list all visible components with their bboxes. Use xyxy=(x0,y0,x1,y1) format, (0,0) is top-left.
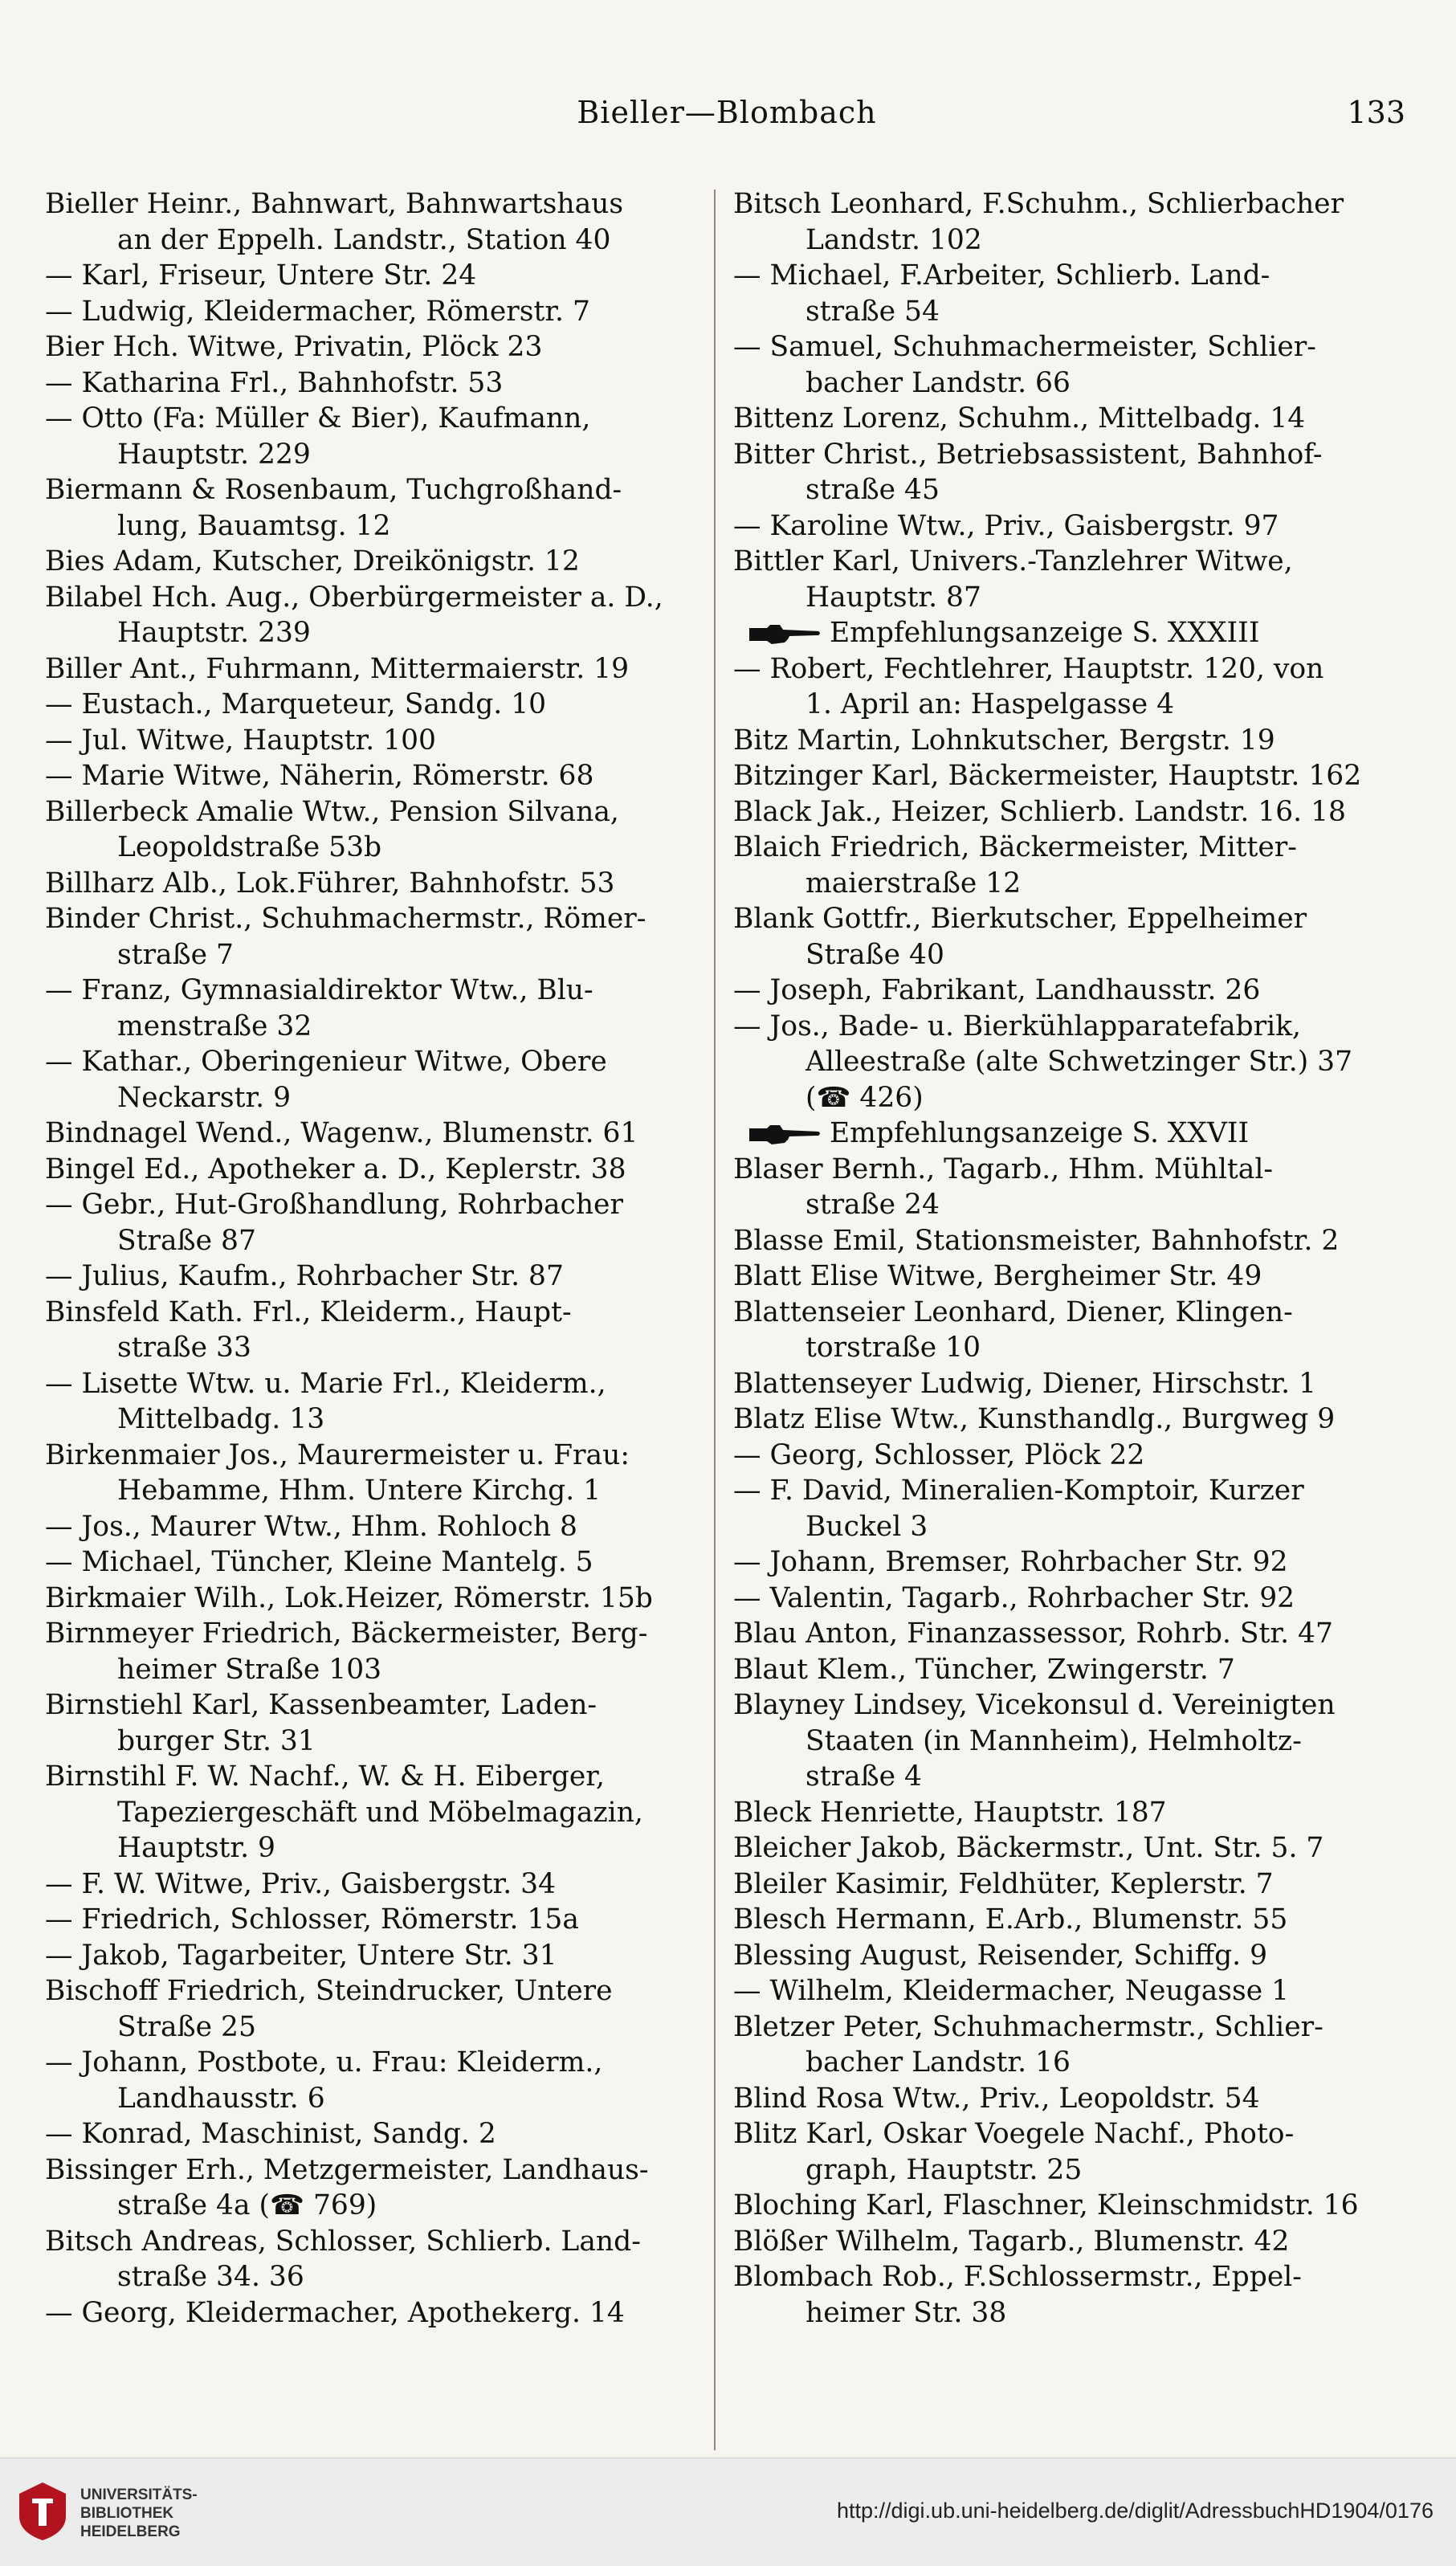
directory-entry xyxy=(733,1938,1392,1974)
directory-entry xyxy=(733,2224,1392,2260)
entry-continuation: Straße 25 xyxy=(117,2010,256,2043)
directory-entry xyxy=(733,2116,1392,2188)
directory-entry xyxy=(45,758,704,794)
directory-entry xyxy=(733,1652,1392,1688)
entry-continuation: bacher Landstr. 16 xyxy=(805,2046,1071,2079)
entry-line: Bitsch Leonhard, F.Schuhm., Schlierbacher xyxy=(733,188,1344,220)
directory-entry xyxy=(733,1259,1392,1295)
entry-continuation: an der Eppelh. Landstr., Station 40 xyxy=(117,223,611,256)
directory-entry xyxy=(45,866,704,902)
page-header xyxy=(48,95,1405,151)
entry-line: Bindnagel Wend., Wagenw., Blumenstr. 61 xyxy=(45,1117,638,1149)
library-name-line: BIBLIOTHEK xyxy=(80,2505,174,2522)
entry-line: — Jakob, Tagarbeiter, Untere Str. 31 xyxy=(45,1939,557,1972)
entry-continuation: Hauptstr. 9 xyxy=(117,1832,275,1864)
directory-entry xyxy=(45,1938,704,1974)
entry-continuation: (☎ 426) xyxy=(805,1081,924,1114)
entry-line: Bischoff Friedrich, Steindrucker, Untere xyxy=(45,1975,613,2007)
entry-continuation: straße 45 xyxy=(805,474,940,506)
entry-continuation: maierstraße 12 xyxy=(805,867,1022,900)
entry-line: — Valentin, Tagarb., Rohrbacher Str. 92 xyxy=(733,1581,1295,1614)
entry-line: Binsfeld Kath. Frl., Kleiderm., Haupt- xyxy=(45,1295,572,1328)
directory-entry xyxy=(45,1973,704,2045)
directory-entry xyxy=(733,186,1392,258)
footer-bar xyxy=(0,2458,1456,2566)
directory-entry xyxy=(45,1116,704,1152)
entry-line: Billharz Alb., Lok.Führer, Bahnhofstr. 53 xyxy=(45,867,615,900)
directory-entry xyxy=(45,1187,704,1259)
entry-line: Birnmeyer Friedrich, Bäckermeister, Berg- xyxy=(45,1618,648,1650)
directory-entry xyxy=(733,1795,1392,1831)
entry-line: Blau Anton, Finanzassessor, Rohrb. Str. 47 xyxy=(733,1618,1333,1650)
entry-continuation: Leopoldstraße 53b xyxy=(117,831,382,863)
entry-line: Blind Rosa Wtw., Priv., Leopoldstr. 54 xyxy=(733,2082,1260,2115)
directory-entry xyxy=(733,794,1392,830)
directory-entry xyxy=(45,1616,704,1687)
entry-line: — Ludwig, Kleidermacher, Römerstr. 7 xyxy=(45,295,590,328)
entry-line: Binder Christ., Schuhmachermstr., Römer- xyxy=(45,903,646,935)
directory-entry xyxy=(45,1152,704,1188)
directory-entry xyxy=(45,973,704,1044)
entry-line: — Julius, Kaufm., Rohrbacher Str. 87 xyxy=(45,1260,564,1292)
directory-entry xyxy=(733,258,1392,329)
entry-continuation: straße 7 xyxy=(117,938,235,971)
entry-continuation: menstraße 32 xyxy=(117,1010,312,1042)
directory-entry xyxy=(733,1866,1392,1903)
entry-continuation: Mittelbadg. 13 xyxy=(117,1403,325,1435)
directory-entry xyxy=(733,1687,1392,1795)
advertisement-reference xyxy=(733,1116,1392,1152)
entry-line: Blatt Elise Witwe, Bergheimer Str. 49 xyxy=(733,1260,1262,1292)
entry-line: — Eustach., Marqueteur, Sandg. 10 xyxy=(45,688,547,720)
entry-line: — Franz, Gymnasialdirektor Wtw., Blu- xyxy=(45,974,593,1006)
directory-entry xyxy=(45,2295,704,2331)
entry-line: — Wilhelm, Kleidermacher, Neugasse 1 xyxy=(733,1975,1290,2007)
directory-entry xyxy=(45,365,704,402)
directory-entry xyxy=(45,1581,704,1617)
directory-entry xyxy=(733,1223,1392,1259)
entry-continuation: Buckel 3 xyxy=(805,1510,928,1543)
directory-entry xyxy=(733,973,1392,1009)
entry-continuation: Hauptstr. 239 xyxy=(117,617,311,649)
entry-line: — Otto (Fa: Müller & Bier), Kaufmann, xyxy=(45,402,591,434)
entry-line: Blaser Bernh., Tagarb., Hhm. Mühltal- xyxy=(733,1152,1274,1185)
entry-line: Blaich Friedrich, Bäckermeister, Mitter- xyxy=(733,831,1297,863)
entry-line: — Joseph, Fabrikant, Landhausstr. 26 xyxy=(733,974,1261,1006)
entry-line: Birkenmaier Jos., Maurermeister u. Frau: xyxy=(45,1438,630,1471)
directory-entry xyxy=(733,1616,1392,1652)
directory-entry xyxy=(733,2259,1392,2331)
entry-line: — Michael, Tüncher, Kleine Mantelg. 5 xyxy=(45,1546,593,1578)
directory-entry xyxy=(45,329,704,365)
directory-entry xyxy=(733,758,1392,794)
entry-line: — Robert, Fechtlehrer, Hauptstr. 120, von xyxy=(733,652,1324,685)
directory-entry xyxy=(733,1366,1392,1402)
directory-entry xyxy=(45,1509,704,1545)
entry-continuation: heimer Str. 38 xyxy=(805,2296,1007,2329)
entry-continuation: bacher Landstr. 66 xyxy=(805,366,1071,399)
entry-line: Blitz Karl, Oskar Voegele Nachf., Photo- xyxy=(733,2118,1295,2150)
entry-continuation: straße 4 xyxy=(805,1760,923,1793)
library-name xyxy=(80,2486,198,2541)
directory-entry xyxy=(733,2009,1392,2081)
entry-line: Biller Ant., Fuhrmann, Mittermaierstr. 19 xyxy=(45,652,630,685)
entry-continuation: Hebamme, Hhm. Untere Kirchg. 1 xyxy=(117,1475,602,1507)
entry-line: Blessing August, Reisender, Schiffg. 9 xyxy=(733,1939,1268,1972)
entry-line: Blayney Lindsey, Vicekonsul d. Vereinigten xyxy=(733,1689,1336,1721)
directory-entry xyxy=(733,544,1392,615)
entry-line: Bitter Christ., Betriebsassistent, Bahnhof- xyxy=(733,438,1323,471)
library-name-line: UNIVERSITÄTS- xyxy=(80,2486,198,2503)
entry-line: Bitzinger Karl, Bäckermeister, Hauptstr. 162 xyxy=(733,760,1362,792)
entry-line: — Jos., Maurer Wtw., Hhm. Rohloch 8 xyxy=(45,1510,577,1543)
library-logo-icon xyxy=(14,2479,71,2544)
entry-line: Birkmaier Wilh., Lok.Heizer, Römerstr. 15b xyxy=(45,1581,653,1614)
entry-line: — Gebr., Hut-Großhandlung, Rohrbacher xyxy=(45,1189,623,1221)
entry-continuation: heimer Straße 103 xyxy=(117,1653,382,1686)
entry-line: Blasse Emil, Stationsmeister, Bahnhofstr. 2 xyxy=(733,1224,1340,1257)
entry-continuation: Staaten (in Mannheim), Helmholtz- xyxy=(805,1724,1302,1757)
entry-continuation: 1. April an: Haspelgasse 4 xyxy=(805,688,1175,720)
entry-line: Bleiler Kasimir, Feldhüter, Keplerstr. 7 xyxy=(733,1867,1274,1900)
entry-continuation: Neckarstr. 9 xyxy=(117,1081,292,1114)
entry-line: — Marie Witwe, Näherin, Römerstr. 68 xyxy=(45,760,594,792)
entry-line: Birnstiehl Karl, Kassenbeamter, Laden- xyxy=(45,1689,597,1721)
entry-continuation: straße 4a (☎ 769) xyxy=(117,2189,377,2221)
pointing-hand-icon xyxy=(748,623,822,646)
entry-continuation: lung, Bauamtsg. 12 xyxy=(117,509,391,542)
entry-line: Bitsch Andreas, Schlosser, Schlierb. Land- xyxy=(45,2225,641,2258)
directory-entry xyxy=(45,1438,704,1509)
entry-continuation: Straße 40 xyxy=(805,938,944,971)
entry-line: Blatz Elise Wtw., Kunsthandlg., Burgweg 9 xyxy=(733,1403,1336,1435)
entry-line: Bittler Karl, Univers.-Tanzlehrer Witwe, xyxy=(733,545,1293,577)
entry-line: — Georg, Kleidermacher, Apothekerg. 14 xyxy=(45,2296,625,2329)
advertisement-reference xyxy=(733,615,1392,651)
entry-line: Blank Gottfr., Bierkutscher, Eppelheimer xyxy=(733,903,1307,935)
entry-line: Bleicher Jakob, Bäckermstr., Unt. Str. 5. 7 xyxy=(733,1832,1324,1864)
entry-line: Blattenseyer Ludwig, Diener, Hirschstr. 1 xyxy=(733,1367,1316,1400)
directory-entry xyxy=(733,723,1392,759)
entry-continuation: Landstr. 102 xyxy=(805,223,982,256)
directory-entry xyxy=(733,1438,1392,1474)
directory-entry xyxy=(45,2116,704,2152)
entry-line: — Georg, Schlosser, Plöck 22 xyxy=(733,1438,1145,1471)
entry-line: — Karoline Wtw., Priv., Gaisbergstr. 97 xyxy=(733,509,1279,542)
directory-entry xyxy=(45,687,704,723)
directory-entry xyxy=(733,508,1392,545)
entry-continuation: Alleestraße (alte Schwetzinger Str.) 37 xyxy=(805,1046,1353,1078)
entry-line: Bleck Henriette, Hauptstr. 187 xyxy=(733,1796,1167,1829)
entry-continuation: straße 33 xyxy=(117,1332,251,1364)
entry-line: Bletzer Peter, Schuhmachermstr., Schlier- xyxy=(733,2010,1323,2043)
running-title: Bieller—Blombach xyxy=(577,95,877,130)
entry-line: — Michael, F.Arbeiter, Schlierb. Land- xyxy=(733,259,1270,292)
entry-line: Blattenseier Leonhard, Diener, Klingen- xyxy=(733,1295,1293,1328)
advertisement-text: Empfehlungsanzeige S. XXXIII xyxy=(830,617,1260,649)
entry-line: Blombach Rob., F.Schlossermstr., Eppel- xyxy=(733,2261,1302,2293)
directory-entry xyxy=(45,401,704,472)
directory-entry xyxy=(45,1866,704,1903)
entry-line: Blaut Klem., Tüncher, Zwingerstr. 7 xyxy=(733,1653,1235,1686)
entry-line: — Johann, Bremser, Rohrbacher Str. 92 xyxy=(733,1546,1288,1578)
directory-entry xyxy=(733,1973,1392,2009)
entry-continuation: graph, Hauptstr. 25 xyxy=(805,2153,1083,2186)
directory-entry xyxy=(733,437,1392,508)
column-divider xyxy=(714,190,716,2450)
entry-line: — F. W. Witwe, Priv., Gaisbergstr. 34 xyxy=(45,1867,557,1900)
entry-line: Bilabel Hch. Aug., Oberbürgermeister a. D., xyxy=(45,581,663,614)
directory-entry xyxy=(45,1366,704,1438)
directory-entry xyxy=(45,1044,704,1116)
entry-line: — Karl, Friseur, Untere Str. 24 xyxy=(45,259,477,292)
right-column xyxy=(733,186,1392,2331)
entry-continuation: Tapeziergeschäft und Möbelmagazin, xyxy=(117,1796,643,1829)
directory-entry xyxy=(45,2045,704,2116)
entry-continuation: straße 24 xyxy=(805,1189,940,1221)
entry-line: — Konrad, Maschinist, Sandg. 2 xyxy=(45,2118,496,2150)
entry-line: Bittenz Lorenz, Schuhm., Mittelbadg. 14 xyxy=(733,402,1306,434)
entry-continuation: burger Str. 31 xyxy=(117,1724,316,1757)
entry-line: Bies Adam, Kutscher, Dreikönigstr. 12 xyxy=(45,545,580,577)
directory-entry xyxy=(733,1009,1392,1116)
directory-entry xyxy=(45,1259,704,1295)
entry-line: Bingel Ed., Apotheker a. D., Keplerstr. 38 xyxy=(45,1152,626,1185)
page-number: 133 xyxy=(1347,95,1405,130)
entry-line: Black Jak., Heizer, Schlierb. Landstr. 16. 18 xyxy=(733,795,1347,828)
directory-entry xyxy=(733,2188,1392,2224)
directory-entry xyxy=(45,258,704,294)
entry-continuation: Hauptstr. 229 xyxy=(117,438,311,471)
entry-line: Bissinger Erh., Metzgermeister, Landhaus- xyxy=(45,2153,649,2186)
entry-continuation: torstraße 10 xyxy=(805,1332,981,1364)
entry-line: Birnstihl F. W. Nachf., W. & H. Eiberger, xyxy=(45,1760,605,1793)
directory-entry xyxy=(733,1544,1392,1581)
directory-entry xyxy=(45,651,704,687)
directory-entry xyxy=(733,1830,1392,1866)
entry-line: Bieller Heinr., Bahnwart, Bahnwartshaus xyxy=(45,188,624,220)
entry-line: Billerbeck Amalie Wtw., Pension Silvana, xyxy=(45,795,619,828)
directory-entry xyxy=(733,329,1392,401)
directory-entry xyxy=(45,1687,704,1759)
directory-entry xyxy=(45,2152,704,2224)
entry-line: — Kathar., Oberingenieur Witwe, Obere xyxy=(45,1046,607,1078)
directory-entry xyxy=(733,1473,1392,1544)
directory-entry xyxy=(733,401,1392,437)
directory-entry xyxy=(733,830,1392,901)
entry-line: — Jos., Bade- u. Bierkühlapparatefabrik, xyxy=(733,1010,1302,1042)
directory-entry xyxy=(45,901,704,973)
directory-entry xyxy=(733,901,1392,973)
entry-line: Blößer Wilhelm, Tagarb., Blumenstr. 42 xyxy=(733,2225,1290,2258)
directory-entry xyxy=(45,1759,704,1866)
advertisement-text: Empfehlungsanzeige S. XXVII xyxy=(830,1117,1250,1149)
entry-line: — Jul. Witwe, Hauptstr. 100 xyxy=(45,724,436,757)
directory-entry xyxy=(45,1902,704,1938)
entry-line: — Katharina Frl., Bahnhofstr. 53 xyxy=(45,366,504,399)
entry-line: Bitz Martin, Lohnkutscher, Bergstr. 19 xyxy=(733,724,1275,757)
entry-line: — Friedrich, Schlosser, Römerstr. 15a xyxy=(45,1903,579,1936)
directory-entry xyxy=(733,1581,1392,1617)
directory-entry xyxy=(733,651,1392,723)
directory-entry xyxy=(45,1544,704,1581)
entry-continuation: Hauptstr. 87 xyxy=(805,581,981,614)
directory-entry xyxy=(733,2081,1392,2117)
source-url-link[interactable]: http://digi.ub.uni-heidelberg.de/diglit/AdressbuchHD1904/0176 xyxy=(836,2499,1434,2523)
entry-continuation: Landhausstr. 6 xyxy=(117,2082,325,2115)
directory-entry xyxy=(733,1295,1392,1366)
directory-entry xyxy=(45,794,704,866)
entry-line: — Johann, Postbote, u. Frau: Kleiderm., xyxy=(45,2046,603,2079)
directory-entry xyxy=(45,723,704,759)
directory-entry xyxy=(733,1401,1392,1438)
directory-entry xyxy=(733,1152,1392,1223)
directory-entry xyxy=(45,1295,704,1366)
directory-entry xyxy=(733,1902,1392,1938)
library-name-line: HEIDELBERG xyxy=(80,2523,181,2540)
entry-line: — Lisette Wtw. u. Marie Frl., Kleiderm., xyxy=(45,1367,606,1400)
directory-entry xyxy=(45,472,704,544)
directory-entry xyxy=(45,580,704,651)
entry-line: — Samuel, Schuhmachermeister, Schlier- xyxy=(733,331,1316,363)
directory-entry xyxy=(45,294,704,330)
entry-line: Biermann & Rosenbaum, Tuchgroßhand- xyxy=(45,474,622,506)
entry-line: Blesch Hermann, E.Arb., Blumenstr. 55 xyxy=(733,1903,1288,1936)
pointing-hand-icon xyxy=(748,1124,822,1146)
directory-entry xyxy=(45,186,704,258)
entry-continuation: straße 34. 36 xyxy=(117,2261,304,2293)
entry-line: Bier Hch. Witwe, Privatin, Plöck 23 xyxy=(45,331,543,363)
entry-line: Bloching Karl, Flaschner, Kleinschmidstr. 16 xyxy=(733,2189,1359,2221)
directory-entry xyxy=(45,544,704,580)
entry-continuation: straße 54 xyxy=(805,295,940,328)
directory-entry xyxy=(45,2224,704,2295)
entry-continuation: Straße 87 xyxy=(117,1224,256,1257)
entry-line: — F. David, Mineralien-Komptoir, Kurzer xyxy=(733,1475,1304,1507)
left-column xyxy=(45,186,704,2331)
